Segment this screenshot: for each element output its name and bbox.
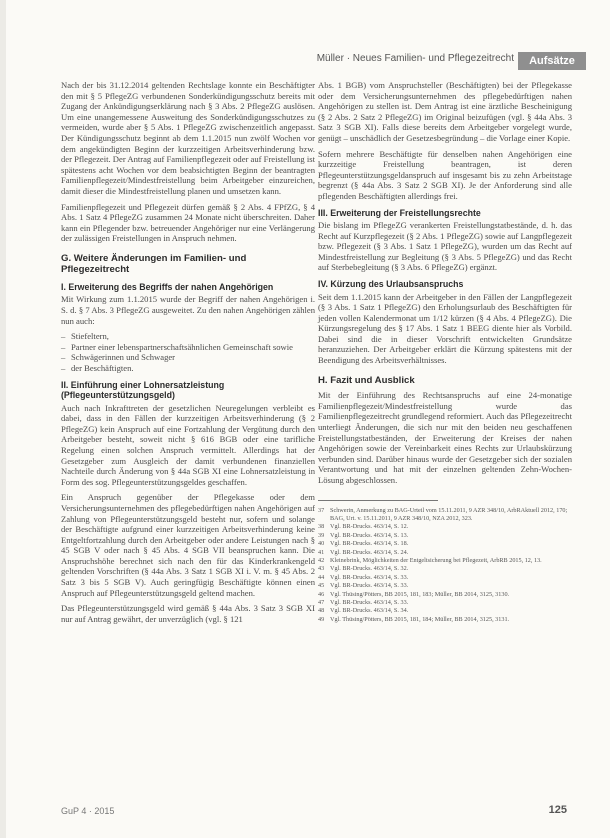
subsection-heading: III. Erweiterung der Freistellungsrechte: [318, 207, 481, 218]
footnote: [318, 616, 572, 624]
footnote-number: 42: [318, 556, 325, 564]
footnote-number: 47: [318, 598, 325, 606]
list-item: – Partner einer lebenspartnerschaftsähnlichen Gemeinschaft sowie: [61, 342, 315, 353]
footnote-text: Schwerin, Anmerkung zu BAG-Urteil vom 15.11.2011, 9 AZR 348/10, ArbRAktuell 2012, 170; BAG, Urt. v. 15.11.2011, 9 AZR 348/10, NZA 2012, 323.: [330, 506, 568, 522]
footnote-text: Vgl. BR-Drucks. 463/14, S. 33.: [330, 598, 409, 606]
footnote-text: Vgl. BR-Drucks. 463/14, S. 33.: [330, 582, 409, 590]
left-column: [61, 80, 315, 629]
footnotes: [318, 507, 572, 625]
footnote-text: Vgl. BR-Drucks. 463/14, S. 33.: [330, 573, 409, 581]
footnote: [318, 557, 572, 565]
paragraph: Die bislang im PflegeZG verankerten Freistellungstatbestände, d. h. das Recht auf Kurzpflegezeit (§ 2 Abs. 1 PflegeZG) sowie auf Langpflegezeit bzw. Pflegezeit (§ 3 Abs. 1 Satz 1 PflegeZG), wurden um das Recht auf Mindestfreistellung zur Begleitung (§ 3 Abs. 5 PflegeZG) und das Recht auf Sterbebegleitung (§ 3 Abs. 6 PflegeZG) ergänzt.: [318, 220, 572, 273]
running-title: Müller · Neues Familien- und Pflegezeitrecht: [316, 53, 514, 64]
paragraph: Auch nach Inkrafttreten der gesetzlichen Neuregelungen verbleibt es dabei, dass in den Fällen der kurzzeitigen Arbeitsverhinderung (§ 2 PflegeZG) kein Anspruch auf eine Fortzahlung der Vergütung durch den Arbeitgeber besteht, soweit nicht § 616 BGB oder eine tarifliche Regelung einen solchen Anspruch vermittelt. Allerdings hat der Gesetzgeber zum Ausgleich der damit verbundenen finanziellen Nachteile durch Änderung von § 44a SGB XI eine Lohnersatzleistung in Form des sog. Pflegeunterstützungsgeldes geschaffen.: [61, 402, 315, 487]
footnote: [318, 565, 572, 573]
footnote-text: Vgl. BR-Drucks. 463/14, S. 12.: [330, 523, 409, 531]
footnote-text: Vgl. BR-Drucks. 463/14, S. 32.: [330, 565, 409, 573]
footnote: [318, 540, 572, 548]
footnote-number: 37: [318, 506, 325, 514]
footnote: [318, 549, 572, 557]
section-badge: Aufsätze: [518, 52, 586, 70]
paragraph: Ein Anspruch gegenüber der Pflegekasse oder dem Versicherungsunternehmen des pflegebedürftigen nahen Angehörigen auf Zahlung von Pflegeunterstützungsgeld besteht nur, sofern und solange der Beschäftigte aufgrund einer kurzzeitigen Arbeitsverhinderung keine Entgeltfortzahlung durch den Arbeitgeber oder andere Leistungen nach § 45 SGB V oder nach § 45 Abs. 4 SGB VII beanspruchen kann. Die Anspruchshöhe berechnet sich nach den für das Kinderkrankengeld geltenden Vorschriften (§ 44a Abs. 3 Satz 1 SGB XI i. V. m. § 45 Abs. 2 Satz 3 bis 5 SGB V). Auch geringfügig Beschäftigte können einen Anspruch auf Pflegeunterstützungsgeld geltend machen.: [61, 492, 315, 598]
relatives-list: [61, 331, 315, 373]
subsection-heading: I. Erweiterung des Begriffs der nahen Angehörigen: [61, 281, 274, 292]
paragraph: Nach der bis 31.12.2014 geltenden Rechtslage konnte ein Beschäftigter den mit § 5 PflegeZG verbundenen Sonderkündigungsschutz bereits mit Zugang der Ankündigungserklärung nach § 3 Abs. 2 PflegeZG auslösen. Um eine unangemessene Ausweitung des Sonderkündigungsschutzes zu vermeiden, wurde aber § 5 Abs. 1 PflegeZG zwischenzeitlich angepasst. Der Kündigungsschutz beginnt ab dem 1.1.2015 nun zwölf Wochen vor dem angekündigten Beginn der kurzzeitigen Arbeitsverhinderung bzw. der Pflegezeit. Der Antrag auf Familienpflegezeit oder auf Freistellung ist spätestens acht Wochen vor dem beabsichtigten Beginn der beantragten Familienpflegezeit/Mindestfreistellung beim Arbeitgeber einzureichen, damit dieser die Mindestfreistellung planen und umsetzen kann.: [61, 80, 315, 196]
footnote-number: 41: [318, 548, 325, 556]
footnote: [318, 523, 572, 531]
subsection-heading: II. Einführung einer Lohnersatzleistung (Pflegeunterstützungsgeld): [61, 379, 225, 401]
footnote-text: Vgl. Thüsing/Pötters, BB 2015, 181, 184; Müller, BB 2014, 3125, 3131.: [330, 615, 510, 623]
footnote-text: Vgl. BR-Drucks. 463/14, S. 13.: [330, 531, 409, 539]
footnote: [318, 607, 572, 615]
footnote-number: 39: [318, 531, 325, 539]
paragraph: Das Pflegeunterstützungsgeld wird gemäß § 44a Abs. 3 Satz 3 SGB XI nur auf Antrag gewährt, der unverzüglich (vgl. § 121: [61, 603, 315, 624]
page-footer: [61, 800, 567, 820]
footnote-text: Vgl. BR-Drucks. 463/14, S. 18.: [330, 540, 409, 548]
footnote-number: 43: [318, 565, 325, 573]
footnote: [318, 532, 572, 540]
footnote-number: 40: [318, 540, 325, 548]
footnote: [318, 507, 572, 524]
section-heading: H. Fazit und Ausblick: [318, 374, 415, 386]
footnote: [318, 574, 572, 582]
paragraph: Mit Wirkung zum 1.1.2015 wurde der Begriff der nahen Angehörigen i. S. d. § 7 Abs. 3 PflegeZG ausgeweitet. Zu den nahen Angehörigen zählen nun auch:: [61, 294, 315, 326]
footnote-text: Vgl. BR-Drucks. 463/14, S. 24.: [330, 548, 409, 556]
page-edge: [0, 0, 6, 838]
paragraph: Familienpflegezeit und Pflegezeit dürfen gemäß § 2 Abs. 4 FPfZG, § 4 Abs. 1 Satz 4 PflegeZG zusammen 24 Monate nicht überschreiten. Daher kann ein Pflegender bzw. betreuender Angehöriger nur eine Verlängerung der zulässigen Freistellungen in Anspruch nehmen.: [61, 201, 315, 244]
subsection-heading: IV. Kürzung des Urlaubsanspruchs: [318, 279, 464, 289]
page-number: 125: [548, 804, 567, 816]
footnote-number: 45: [318, 582, 325, 590]
section-heading: G. Weitere Änderungen im Familien- und Pflegezeitrecht: [61, 252, 247, 276]
footnote: [318, 582, 572, 590]
footnote-number: 38: [318, 523, 325, 531]
paragraph: Abs. 1 BGB) vom Anspruchsteller (Beschäftigten) bei der Pflegekasse oder dem Versicherungsunternehmen des pflegebedürftigen nahen Angehörigen zu stellen ist. Dem Antrag ist eine ärztliche Bescheinigung (§ 2 Abs. 2 Satz 2 PflegeZG) im Original beizufügen (vgl. § 44a Abs. 3 Satz 3 SGB XI). Falls diese bereits dem Arbeitgeber vorgelegt wurde, genügt – unschädlich der Gesetzesbegründung – die Vorlage einer Kopie.: [318, 80, 572, 143]
paragraph: Mit der Einführung des Rechtsanspruchs auf eine 24-monatige Familienpflegezeit/Mindestfreistellung wurde das Familienpflegezeitrecht grundlegend reformiert. Auch das Pflegezeitrecht unterliegt Änderungen, die sich nur mit den beiden neu geschaffenen Freistellungstatbeständen, der Erweiterung der Kreises der nahen Angehörigen sowie der Vereinbarkeit eines Rechts zur Urlaubskürzung verbunden sind. Darüber hinaus wurde der Gesetzgeber sich der sozialen Verantwortung und hat mit der einzelnen geltenden Zehn-Wochen-Lösung abgeschlossen.: [318, 390, 572, 485]
footnote-text: Vgl. Thüsing/Pötters, BB 2015, 181, 183; Müller, BB 2014, 3125, 3130.: [330, 590, 510, 598]
footnote-number: 46: [318, 590, 325, 598]
footnote-number: 49: [318, 615, 325, 623]
footnote-number: 44: [318, 573, 325, 581]
paragraph: Seit dem 1.1.2015 kann der Arbeitgeber in den Fällen der Langpflegezeit (§ 3 Abs. 1 Satz 1 PflegeZG) den Erholungsurlaub des Beschäftigten für jeden vollen Kalendermonat um 1/12 kürzen (§ 4 Abs. 4 PflegeZG). Die Kürzungsregelung des § 17 Abs. 1 Satz 1 BEEG diente hier als Vorbild. Dabei sind die in dieser Vorschrift entwickelten Grundsätze heranzuziehen. Der Arbeitgeber erklärt die Kürzung spätestens mit der Beendigung des Arbeitsverhältnisses.: [318, 291, 572, 366]
footnote-text: Vgl. BR-Drucks. 463/14, S. 34.: [330, 607, 409, 615]
right-column: [318, 80, 572, 624]
list-item: – der Beschäftigten.: [61, 363, 315, 374]
paragraph: Sofern mehrere Beschäftigte für denselben nahen Angehörigen eine kurzzeitige Freistellung beantragen, ist deren Pflegeunterstützungsgeldanspruch auf insgesamt bis zu zehn Arbeitstage begrenzt (§ 44a Abs. 3 Satz 2 SGB XI). Je der Anforderung sind alle pflegenden Beschäftigten allerdings frei.: [318, 148, 572, 201]
list-item: – Schwägerinnen und Schwager: [61, 352, 315, 363]
footnote-divider: [318, 500, 438, 501]
journal-issue: GuP 4 · 2015: [61, 806, 115, 816]
footnote: [318, 599, 572, 607]
footnote-text: Kleinebrink, Möglichkeiten der Entgeltsicherung bei Pflegezeit, ArbRB 2015, 12, 13.: [330, 556, 542, 564]
running-header: [0, 52, 610, 70]
footnote: [318, 591, 572, 599]
footnote-number: 48: [318, 607, 325, 615]
list-item: – Stiefeltern,: [61, 331, 315, 342]
